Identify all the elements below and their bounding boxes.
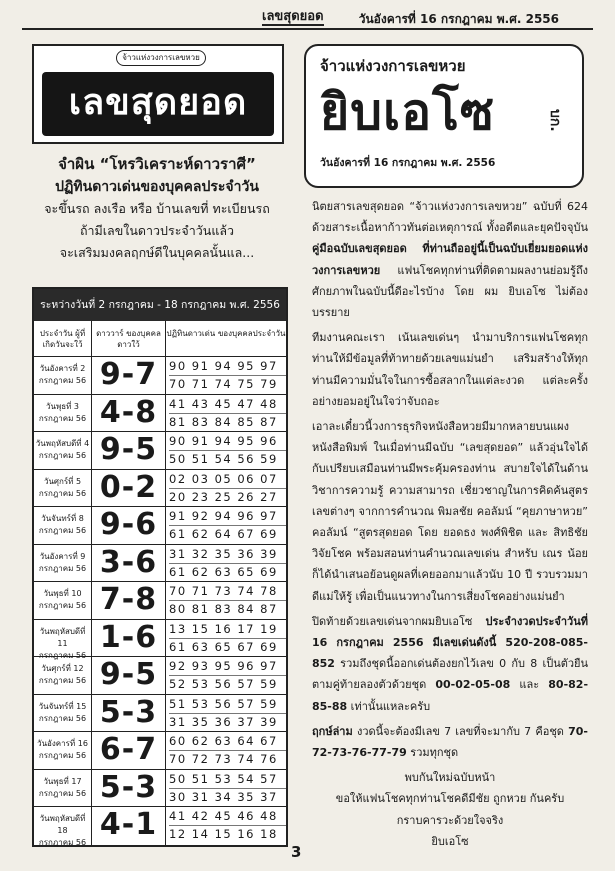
row-numbers-line: 80 81 83 84 87	[169, 602, 278, 616]
editorial-text	[312, 196, 588, 852]
row-lucky-pair: 5-3	[92, 695, 166, 732]
table-row	[34, 695, 286, 733]
row-lucky-pair: 3-6	[92, 545, 166, 582]
row-month: กรกฎาคม 56	[38, 413, 87, 423]
row-day-name: วันศุกร์ที่ 12	[41, 664, 84, 673]
row-day	[34, 582, 92, 619]
paragraph	[312, 196, 588, 323]
row-day-name: วันพุธที่ 3	[45, 401, 80, 411]
paragraph-emphasis: คู่มือฉบับเลขสุดยอด ที่ท่านถืออยู่นี้เป็นฉบับเยี่ยมยอดแห่งวงการเลขหวย	[312, 242, 588, 277]
table-row	[34, 807, 286, 845]
row-day	[34, 657, 92, 694]
closing-line: พบกันใหม่ฉบับหน้า	[404, 771, 496, 785]
row-day-name: วันอังคารที่ 9	[39, 551, 86, 561]
paragraph-emphasis: ประจำงวดประจำวันที่ 16 กรกฎาคม 2556 มีเลขเด่นดังนี้ 520-208-085-852	[312, 614, 588, 671]
intro-line: จะขึ้นรถ ลงเรือ หรือ บ้านเลขที่ ทะเบียนรถ	[44, 201, 270, 216]
paragraph-text: ปิดท้ายด้วยเลขเด่นจากผมยิบเอโซ	[312, 614, 473, 628]
table-row	[34, 507, 286, 545]
row-numbers-line: 31 35 36 37 39	[169, 714, 278, 729]
row-numbers-line: 60 62 63 64 67	[169, 733, 286, 751]
number-set: 00-02-05-08	[435, 678, 511, 692]
row-numbers	[166, 657, 286, 694]
row-numbers-line: 91 92 94 96 97	[169, 508, 286, 526]
row-day	[34, 732, 92, 769]
table-body	[34, 357, 286, 845]
row-numbers-line: 70 72 73 74 76	[169, 752, 278, 766]
row-lucky-pair: 4-8	[92, 395, 166, 432]
row-numbers	[166, 807, 286, 845]
table-row	[34, 582, 286, 620]
row-day	[34, 395, 92, 432]
row-day	[34, 620, 92, 660]
row-lucky-pair: 1-6	[92, 620, 166, 657]
table-row	[34, 620, 286, 658]
table-row	[34, 395, 286, 433]
row-day	[34, 432, 92, 469]
paragraph: เอาละเดี๋ยวนี้วงการธุรกิจหนังสือหวยมีมากหลายบนแผงหนังสือพิมพ์ ในเมื่อท่านมีฉบับ “เลขสุดยอด” แล้วอุ่นใจได้กับเปรียบเสมือนท่านมีพระคุ้มครองท่าน สบายใจได้ในด้านวิชาการความรู้ ความสามารถ เชี่ยวชาญในการคิดค้นสูตรเลขต่างๆ จากการคำนวณ พิมลชัย คอลัมน์ “คุยภาษาหวย” คอลัมน์ “สูตรสุดยอด โดย ยอดธง พงศ์พิชิต และ สิทธิชัย วิจัยโชค พร้อมสอนท่านคำนวณเลขเด่น สำหรับ เณร น้อย ก็ได้นำเสนอย้อนดูผลที่เคยออกมาแล้วนับ 10 ปี รวบรวมมาดีแม่ให้รู้ เพื่อเป็นแนวทางในการเสี่ยงโชคอย่างแม่นยำ	[312, 420, 588, 603]
row-numbers	[166, 582, 286, 619]
row-lucky-pair: 9-7	[92, 357, 166, 394]
row-day-name: วันพฤหัสบดีที่ 4	[35, 439, 90, 448]
row-numbers-line: 70 71 73 74 78	[169, 583, 286, 601]
table-row	[34, 770, 286, 808]
magazine-logo	[32, 44, 284, 144]
row-numbers-line: 31 32 35 36 39	[169, 546, 286, 564]
row-lucky-pair: 9-5	[92, 657, 166, 694]
intro-title: จำผิน “โหรวิเคราะห์ดาวราศี”	[58, 155, 256, 173]
row-numbers-line: 02 03 05 06 07	[169, 471, 286, 489]
row-numbers-line: 70 71 74 75 79	[169, 377, 278, 391]
row-day-name: วันพฤหัสบดีที่ 18	[39, 814, 86, 835]
row-day-name: วันพุธที่ 10	[43, 589, 82, 598]
number-set: 80-82-85-88	[312, 678, 589, 713]
badge-editor-tag: บก.	[547, 108, 563, 132]
row-numbers	[166, 695, 286, 732]
row-lucky-pair: 5-3	[92, 770, 166, 807]
column-header: ปฏิทินดาวเด่น ของบุคคลประจำวัน	[166, 329, 286, 338]
paragraph-text: รวมทุกชุด	[406, 746, 459, 760]
row-lucky-pair: 6-7	[92, 732, 166, 769]
row-numbers-line: 50 51 53 54 57	[169, 771, 286, 789]
header-date: วันอังคารที่ 16 กรกฎาคม พ.ศ. 2556	[358, 12, 559, 26]
row-numbers	[166, 545, 286, 582]
row-lucky-pair: 4-1	[92, 807, 166, 845]
row-day-name: วันจันทร์ที่ 8	[41, 514, 84, 523]
row-lucky-pair: 0-2	[92, 470, 166, 507]
row-numbers	[166, 770, 286, 807]
row-numbers	[166, 470, 286, 507]
row-day	[34, 695, 92, 732]
row-numbers-line: 61 62 63 65 69	[169, 564, 278, 579]
paragraph-text: นิตยสารเลขสุดยอด “จ้าวแห่งวงการเลขหวย” ฉบับที่ 624 ด้วยสาระเนื้อหาก้าวทันต่อเหตุการณ์ ทั้งอดีตและยุคปัจจุบัน	[312, 200, 588, 235]
table-row	[34, 657, 286, 695]
row-numbers-line: 52 53 56 57 59	[169, 677, 278, 691]
table-row	[34, 357, 286, 395]
row-day	[34, 807, 92, 845]
table-header	[34, 321, 286, 357]
paragraph-text: รวมถึงชุดนี้ออกเด่นต้องยกไว้เลข 0 กับ 8 เป็นตัวยืน ตามคู่ท้ายลองตัวด้วยชุด	[312, 657, 588, 692]
badge-tagline: จ้าวแห่งวงการเลขหวย	[320, 57, 466, 75]
row-day-name: วันอังคารที่ 2	[39, 364, 86, 373]
closing-line: ขอให้แฟนโชคทุกท่านโชคดีมีชัย ถูกหวย กันครับ	[335, 792, 565, 806]
row-numbers	[166, 732, 286, 769]
row-numbers-line: 92 93 95 96 97	[169, 658, 286, 676]
row-numbers	[166, 395, 286, 432]
table-row	[34, 470, 286, 508]
row-numbers	[166, 432, 286, 469]
intro-subtitle: ปฏิทินดาวเด่นของบุคคลประจำวัน	[55, 179, 259, 195]
row-numbers-line: 30 31 34 35 37	[169, 789, 278, 804]
paragraph: ทีมงานคณะเรา เน้นเลขเด่นๆ นำมาบริการแฟนโชคทุกท่านให้มีข้อมูลที่ท้าทายด้วยเลขแม่นยำ เสริมสร้างให้ทุกท่านมีความมั่นใจในการซื้อสลากในแต่ละงวด แต่ละครั้งอย่างยอมอยู่ในใจว่าจับถอะ	[312, 331, 588, 408]
row-month: กรกฎาคม 56	[38, 676, 87, 685]
row-numbers-line: 41 43 45 47 48	[169, 396, 286, 414]
row-month: กรกฎาคม 56	[38, 376, 87, 385]
author-badge	[304, 44, 584, 188]
row-month: กรกฎาคม 56	[38, 488, 87, 498]
row-day-name: วันอังคารที่ 16	[37, 739, 88, 748]
table-row	[34, 732, 286, 770]
row-month: กรกฎาคม 56	[38, 601, 87, 610]
row-lucky-pair: 7-8	[92, 582, 166, 619]
closing-line: กราบคารวะด้วยใจจริง	[396, 813, 504, 827]
row-numbers-line: 81 83 84 85 87	[169, 414, 278, 429]
page-number: 3	[291, 843, 302, 861]
row-month: กรกฎาคม 56	[38, 788, 87, 798]
row-numbers-line: 13 15 16 17 19	[169, 621, 286, 639]
row-numbers-line: 90 91 94 95 97	[169, 358, 286, 376]
row-month: กรกฎาคม 56	[38, 563, 87, 573]
row-day-name: วันจันทร์ที่ 15	[38, 701, 87, 711]
row-month: กรกฎาคม 56	[38, 650, 87, 660]
column-header: ดาววาร์ ของบุคคลดาวใว้	[92, 321, 166, 356]
row-day-name: วันพฤหัสบดีที่ 11	[39, 626, 86, 648]
intro-line: จะเสริมมงคลฤกษ์ดีในบุคคลนั้นแล...	[59, 245, 255, 260]
row-month: กรกฎาคม 56	[38, 751, 87, 760]
row-numbers-line: 12 14 15 16 18	[169, 827, 278, 841]
header-title: เลขสุดยอด	[262, 9, 324, 24]
paragraph	[312, 721, 588, 763]
lucky-number-table	[32, 287, 288, 847]
row-lucky-pair: 9-6	[92, 507, 166, 544]
row-numbers-line: 41 42 45 46 48	[169, 808, 286, 826]
paragraph-emphasis: ฤกษ์ล่าม	[312, 724, 353, 738]
row-month: กรกฎาคม 56	[38, 451, 87, 460]
number-set: 70-72-73-76-77-79	[312, 724, 588, 760]
row-numbers-line: 61 63 65 67 69	[169, 639, 278, 654]
paragraph-text: เท่านั้นแหละครับ	[347, 699, 431, 713]
row-numbers-line: 61 62 64 67 69	[169, 527, 278, 541]
row-numbers-line: 90 91 94 95 96	[169, 433, 286, 451]
row-month: กรกฎาคม 56	[38, 526, 87, 535]
row-numbers-line: 20 23 25 26 27	[169, 489, 278, 504]
intro-line: ถ้ามีเลขในดาวประจำวันแล้ว	[79, 223, 235, 238]
signature: ยิบเอโซ	[431, 834, 469, 848]
row-day	[34, 545, 92, 582]
row-numbers	[166, 507, 286, 544]
row-numbers-line: 50 51 54 56 59	[169, 452, 278, 466]
paragraph	[312, 611, 588, 717]
logo-tagline: จ้าวแห่งวงการเลขหวย	[116, 50, 206, 66]
row-day-name: วันพุธที่ 17	[43, 776, 82, 786]
row-numbers-line: 51 53 56 57 59	[169, 696, 286, 714]
row-day	[34, 470, 92, 507]
badge-author-name: ยิบเอโซ	[320, 83, 495, 141]
intro-block	[22, 152, 292, 264]
row-day-name: วันศุกร์ที่ 5	[43, 476, 82, 486]
paragraph-text: และ	[510, 678, 549, 692]
row-day	[34, 507, 92, 544]
paragraph-text: งวดนี้จะต้องมีเลข 7 เลขที่จะมากับ 7 คือชุด	[352, 724, 569, 738]
row-day	[34, 357, 92, 394]
logo-title: เลขสุดยอด	[42, 72, 274, 136]
row-day	[34, 770, 92, 807]
table-row	[34, 545, 286, 583]
row-numbers	[166, 357, 286, 394]
column-header: ประจำวัน ผู้ที่เกิดวันจะใว้	[34, 321, 92, 356]
paragraph-text: แฟนโชคทุกท่านที่ติดตามผลงานย่อมรู้ถึงศักยภาพในฉบับนี้ดีอะไรบ้าง โดย ผม ยิบเอโซ ไม่ต้องบรรยาย	[312, 263, 588, 320]
row-numbers	[166, 620, 286, 657]
row-lucky-pair: 9-5	[92, 432, 166, 469]
row-month: กรกฎาคม 56	[38, 838, 87, 847]
badge-date: วันอังคารที่ 16 กรกฎาคม พ.ศ. 2556	[320, 157, 496, 169]
table-date-range: ระหว่างวันที่ 2 กรกฎาคม - 18 กรกฎาคม พ.ศ. 2556	[34, 289, 286, 321]
header-rule	[22, 28, 593, 30]
table-row	[34, 432, 286, 470]
row-month: กรกฎาคม 56	[38, 713, 87, 723]
